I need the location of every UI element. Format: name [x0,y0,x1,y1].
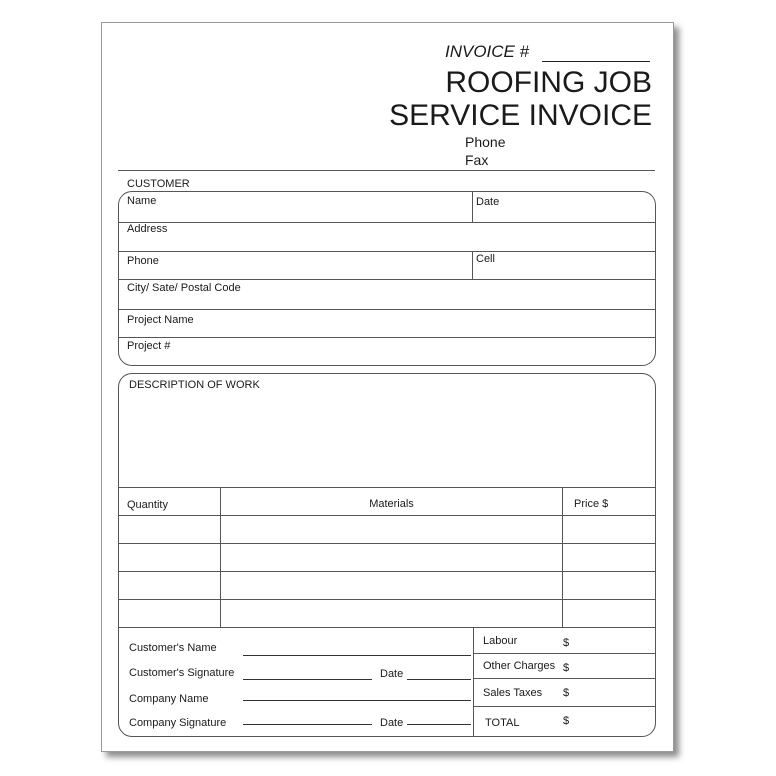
invoice-number-label: INVOICE # [445,42,530,61]
customer-row-divider [119,251,655,252]
invoice-number-line [542,61,650,62]
work-box [118,373,656,737]
customer-row-divider [119,222,655,223]
sales-taxes-currency[interactable]: $ [563,687,570,699]
customer-name-signature-label: Customer's Name [129,642,217,654]
customer-box [118,191,656,366]
customer-row-divider [119,337,655,338]
customer-name-field[interactable]: Name [127,195,157,207]
title-line-2: SERVICE INVOICE [389,99,652,132]
total-currency[interactable]: $ [563,715,570,727]
customer-city-field[interactable]: City/ Sate/ Postal Code [127,282,241,294]
customer-date-label: Date [380,668,404,680]
materials-table-top [119,487,655,488]
totals-row-divider [473,678,655,679]
description-of-work-label: DESCRIPTION OF WORK [129,379,260,391]
other-charges-label: Other Charges [483,660,556,672]
customer-signature-line[interactable] [243,679,372,680]
company-signature-line[interactable] [243,724,372,725]
sales-taxes-label: Sales Taxes [483,687,543,699]
quantity-header: Quantity [127,499,168,511]
title-line-1: ROOFING JOB [445,66,652,99]
customer-row-divider [119,309,655,310]
project-number-field[interactable]: Project # [127,340,171,352]
labour-label: Labour [483,635,518,647]
price-header: Price $ [574,498,609,510]
totals-row-divider [473,653,655,654]
customer-row-divider [119,279,655,280]
customer-name-line[interactable] [243,655,471,656]
materials-row-divider [119,543,655,544]
customer-date-field[interactable]: Date [476,196,500,208]
labour-currency[interactable]: $ [563,637,570,649]
materials-table-bottom [119,627,655,628]
description-of-work-field[interactable] [119,392,655,485]
header-divider [118,170,655,171]
invoice-form [101,22,674,752]
company-name-line[interactable] [243,700,471,701]
materials-row-divider [119,599,655,600]
header-phone-label: Phone [465,134,506,150]
materials-col-divider [562,487,563,627]
totals-row-divider [473,706,655,707]
company-signature-label: Company Signature [129,717,227,729]
total-label: TOTAL [485,717,520,729]
materials-row-divider [119,515,655,516]
customer-section-label: CUSTOMER [127,178,190,190]
customer-signature-label: Customer's Signature [129,667,235,679]
other-charges-currency[interactable]: $ [563,662,570,674]
company-name-label: Company Name [129,693,209,705]
project-name-field[interactable]: Project Name [127,314,194,326]
customer-date-line[interactable] [407,679,471,680]
customer-address-field[interactable]: Address [127,223,168,235]
company-date-line[interactable] [407,724,471,725]
materials-header: Materials [369,498,414,510]
customer-cell-field[interactable]: Cell [476,253,495,265]
totals-col-divider [473,627,474,736]
header-fax-label: Fax [465,152,489,168]
customer-phone-field[interactable]: Phone [127,255,159,267]
customer-col-divider [472,251,473,279]
materials-row-divider [119,571,655,572]
company-date-label: Date [380,717,404,729]
customer-col-divider [472,192,473,222]
